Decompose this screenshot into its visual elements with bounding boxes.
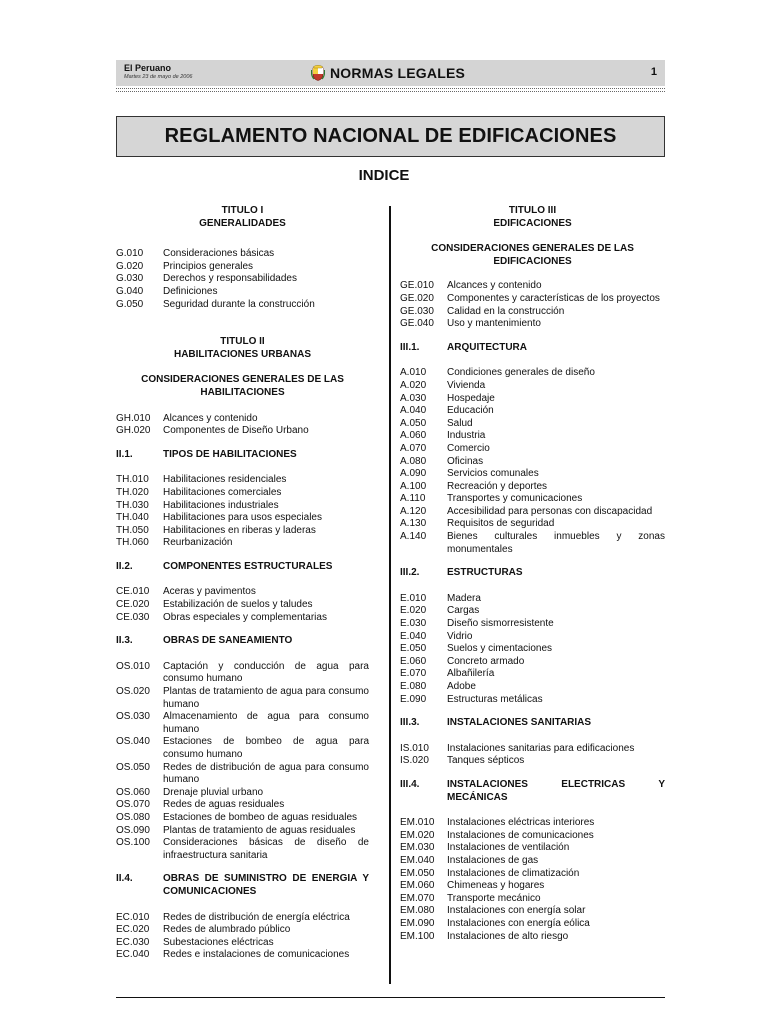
index-entry: [116, 924, 369, 937]
norm-title: Redes de aguas residuales: [163, 799, 285, 811]
index-entry: [116, 286, 369, 299]
index-entry: [400, 393, 665, 406]
index-entry: [400, 743, 665, 756]
titulo-heading: TITULO II: [220, 336, 265, 348]
index-list: [400, 280, 665, 330]
norm-title: Almacenamiento de agua para consumo humano: [163, 711, 369, 735]
index-entry: [400, 694, 665, 707]
section-heading: [400, 567, 665, 580]
norm-title: Adobe: [447, 681, 476, 692]
index-entry: [400, 931, 665, 944]
norm-title: Principios generales: [163, 260, 254, 272]
norm-code: A.040: [400, 405, 427, 417]
norm-code: TH.060: [116, 537, 149, 549]
norm-code: TH.040: [116, 512, 149, 524]
norm-title: Instalaciones eléctricas interiores: [447, 817, 595, 829]
norm-title: Recreación y deportes: [447, 480, 548, 492]
index-list: [400, 367, 665, 556]
column-divider: [389, 206, 391, 984]
index-entry: [400, 905, 665, 918]
norm-title: Industria: [447, 430, 486, 442]
index-entry: [400, 367, 665, 380]
index-entry: [116, 487, 369, 500]
norm-title: Estaciones de bombeo de aguas residuales: [163, 811, 358, 823]
index-entry: [116, 425, 369, 438]
norm-title: Uso y mantenimiento: [447, 318, 541, 330]
index-list: [116, 661, 369, 863]
section-heading: [116, 635, 369, 648]
index-list: [116, 474, 369, 550]
index-entry: [116, 537, 369, 550]
index-list: [400, 817, 665, 943]
index-entry: [116, 474, 369, 487]
index-entry: [400, 605, 665, 618]
index-entry: [400, 506, 665, 519]
index-entry: [400, 893, 665, 906]
section-heading: [400, 342, 665, 355]
norm-title: Instalaciones de ventilación: [447, 842, 570, 854]
norm-code: A.050: [400, 417, 427, 429]
index-entry: [400, 618, 665, 631]
norm-code: CE.020: [116, 599, 150, 611]
norm-title: Plantas de tratamiento de aguas residuales: [163, 824, 356, 836]
section-title: OBRAS DE SANEAMIENTO: [163, 635, 293, 647]
section-heading: [311, 64, 465, 81]
coat-of-arms-icon: [311, 64, 325, 81]
index-entry: [400, 918, 665, 931]
norm-code: E.010: [400, 592, 427, 604]
norm-title: Aceras y pavimentos: [163, 586, 256, 598]
index-entry: [116, 762, 369, 787]
norm-code: EM.070: [400, 892, 435, 904]
section-heading: [116, 873, 369, 898]
index-entry: [400, 493, 665, 506]
norm-title: Derechos y responsabilidades: [163, 273, 297, 285]
norm-code: EM.100: [400, 930, 435, 942]
index-heading: INDICE: [358, 167, 410, 184]
titulo-heading: TITULO I: [221, 205, 264, 216]
index-entry: [400, 830, 665, 843]
norm-code: OS.080: [116, 811, 150, 823]
norm-code: A.080: [400, 455, 427, 467]
norm-code: G.050: [116, 298, 144, 310]
index-entry: [400, 430, 665, 443]
norm-title: Instalaciones de gas: [447, 854, 539, 866]
norm-code: A.130: [400, 518, 427, 530]
norm-title: Chimeneas y hogares: [447, 880, 545, 892]
general-considerations-heading: CONSIDERACIONES GENERALES DE LAS: [431, 243, 634, 255]
general-considerations-heading: HABILITACIONES: [200, 386, 285, 398]
index-entry: [116, 812, 369, 825]
norm-title: Redes de distribución de agua para consumo humano: [163, 761, 369, 786]
index-entry: [116, 825, 369, 838]
index-entry: [400, 443, 665, 456]
norm-code: A.110: [400, 493, 426, 505]
index-entry: [116, 686, 369, 711]
norm-title: Comercio: [447, 442, 490, 454]
index-entry: [400, 817, 665, 830]
norm-code: EC.040: [116, 949, 150, 961]
norm-code: EC.020: [116, 924, 150, 936]
norm-title: Habilitaciones en riberas y laderas: [163, 524, 316, 536]
norm-title: Vidrio: [447, 630, 473, 642]
index-entry: [400, 380, 665, 393]
index-entry: [400, 318, 665, 331]
titulo-heading: TITULO III: [508, 205, 557, 216]
norm-code: OS.050: [116, 761, 150, 773]
section-code: III.2.: [400, 567, 420, 579]
norm-title: Instalaciones de climatización: [447, 867, 580, 879]
norm-code: OS.020: [116, 686, 150, 698]
general-considerations-heading: EDIFICACIONES: [493, 255, 572, 267]
norm-title: Habilitaciones residenciales: [163, 474, 287, 486]
norm-code: OS.100: [116, 837, 150, 849]
norm-code: OS.060: [116, 786, 150, 798]
norm-title: Concreto armado: [447, 655, 525, 667]
index-entry: [116, 413, 369, 426]
norm-title: Habilitaciones industriales: [163, 499, 279, 511]
norm-title: Servicios comunales: [447, 468, 539, 480]
norm-title: Obras especiales y complementarias: [163, 611, 327, 623]
norm-code: GE.030: [400, 305, 434, 317]
index-entry: [400, 456, 665, 469]
section-title: ESTRUCTURAS: [447, 567, 523, 579]
section-heading: [400, 717, 665, 730]
norm-title: Componentes de Diseño Urbano: [163, 425, 309, 437]
index-entry: [116, 299, 369, 312]
norm-code: A.060: [400, 430, 427, 442]
norm-code: A.070: [400, 442, 427, 454]
norm-title: Plantas de tratamiento de agua para consumo humano: [163, 686, 369, 710]
norm-title: Definiciones: [163, 285, 218, 297]
norm-title: Estructuras metálicas: [447, 693, 543, 705]
index-entry: [116, 787, 369, 800]
norm-code: EM.080: [400, 905, 435, 917]
publication-date: Martes 23 de mayo de 2006: [124, 74, 193, 80]
page-number: 1: [650, 66, 657, 78]
norm-code: GE.020: [400, 292, 434, 304]
section-title: NORMAS LEGALES: [330, 64, 466, 81]
index-entry: [400, 842, 665, 855]
norm-code: TH.050: [116, 524, 149, 536]
index-list: [400, 593, 665, 706]
norm-title: Redes e instalaciones de comunicaciones: [163, 949, 350, 961]
norm-code: EM.050: [400, 867, 435, 879]
index-entry: [116, 261, 369, 274]
norm-code: A.020: [400, 379, 427, 391]
norm-code: E.060: [400, 655, 427, 667]
section-code: III.4.: [400, 778, 420, 790]
norm-code: OS.030: [116, 711, 150, 723]
norm-title: Seguridad durante la construcción: [163, 298, 315, 310]
norm-code: A.120: [400, 505, 427, 517]
norm-code: CE.030: [116, 611, 150, 623]
index-entry: [116, 512, 369, 525]
norm-code: E.090: [400, 693, 427, 705]
norm-code: E.070: [400, 668, 427, 680]
norm-code: EM.020: [400, 829, 435, 841]
index-entry: [400, 293, 665, 306]
norm-title: Cargas: [447, 605, 480, 617]
norm-title: Instalaciones con energía solar: [447, 905, 586, 917]
section-title: INSTALACIONES SANITARIAS: [447, 717, 592, 729]
norm-code: GE.010: [400, 280, 434, 292]
section-code: III.3.: [400, 717, 420, 729]
index-entry: [400, 518, 665, 531]
norm-title: Subestaciones eléctricas: [163, 936, 274, 948]
section-code: II.2.: [116, 560, 133, 572]
titulo-name: HABILITACIONES URBANAS: [173, 348, 312, 360]
norm-code: OS.070: [116, 799, 150, 811]
section-heading: [400, 779, 665, 804]
section-title: ARQUITECTURA: [447, 341, 527, 353]
norm-code: E.080: [400, 681, 427, 692]
norm-title: Salud: [447, 417, 473, 429]
norm-title: Suelos y cimentaciones: [447, 643, 553, 655]
index-entry: [400, 280, 665, 293]
norm-title: Alcances y contenido: [163, 412, 258, 424]
norm-title: Calidad en la construcción: [447, 305, 565, 317]
norm-title: Condiciones generales de diseño: [447, 367, 595, 379]
index-entry: [116, 711, 369, 736]
index-entry: [116, 736, 369, 761]
norm-code: GH.010: [116, 412, 151, 424]
norm-title: Accesibilidad para personas con discapacidad: [447, 505, 653, 517]
norm-title: Albañilería: [447, 668, 495, 680]
norm-title: Instalaciones de comunicaciones: [447, 829, 594, 841]
index-entry: [400, 868, 665, 881]
index-list: [116, 413, 369, 438]
section-title: COMPONENTES ESTRUCTURALES: [163, 560, 333, 572]
norm-code: EM.030: [400, 842, 435, 854]
norm-code: EC.010: [116, 911, 150, 923]
section-code: II.1.: [116, 448, 133, 460]
section-code: III.1.: [400, 341, 420, 353]
section-heading: [116, 561, 369, 574]
index-entry: [400, 643, 665, 656]
norm-code: EC.030: [116, 936, 150, 948]
norm-code: G.020: [116, 260, 144, 272]
norm-title: Estabilización de suelos y taludes: [163, 599, 313, 611]
index-entry: [116, 248, 369, 261]
norm-title: Alcances y contenido: [447, 280, 542, 292]
norm-code: TH.010: [116, 474, 149, 486]
index-entry: [400, 405, 665, 418]
norm-code: E.030: [400, 618, 427, 630]
norm-code: TH.020: [116, 486, 149, 498]
norm-title: Componentes y características de los proyectos: [447, 292, 660, 304]
norm-title: Instalaciones con energía eólica: [447, 917, 590, 929]
norm-code: E.020: [400, 605, 427, 617]
section-code: II.4.: [116, 873, 133, 885]
index-entry: [400, 481, 665, 494]
norm-title: Hospedaje: [447, 392, 495, 404]
norm-title: Oficinas: [447, 455, 484, 467]
norm-title: Madera: [447, 592, 481, 604]
index-entry: [400, 631, 665, 644]
norm-code: GH.020: [116, 425, 151, 437]
norm-title: Consideraciones básicas de diseño de infraestructura sanitaria: [163, 837, 369, 861]
index-entry: [400, 668, 665, 681]
norm-title: Tanques sépticos: [447, 755, 525, 767]
publication-name: El Peruano: [124, 63, 172, 73]
general-considerations-heading: CONSIDERACIONES GENERALES DE LAS: [141, 374, 344, 386]
norm-code: G.030: [116, 273, 144, 285]
titulo-name: GENERALIDADES: [199, 217, 286, 229]
norm-title: Redes de alumbrado público: [163, 924, 291, 936]
index-entry: [400, 656, 665, 669]
document-title: REGLAMENTO NACIONAL DE EDIFICACIONES: [164, 125, 617, 147]
section-code: II.3.: [116, 635, 133, 647]
norm-code: EM.090: [400, 917, 435, 929]
norm-title: Educación: [447, 405, 494, 417]
index-entry: [400, 468, 665, 481]
norm-code: G.040: [116, 285, 144, 297]
norm-title: Instalaciones sanitarias para edificaciones: [447, 742, 635, 754]
left-column: [116, 205, 369, 962]
page-header: [116, 60, 665, 86]
index-entry: [116, 837, 369, 862]
footer-rule: [116, 997, 665, 998]
norm-title: Redes de distribución de energía eléctrica: [163, 911, 350, 923]
norm-title: Consideraciones básicas: [163, 248, 275, 260]
index-list: [400, 743, 665, 768]
section-title: INSTALACIONES ELECTRICAS Y MECÁNICAS: [447, 778, 665, 803]
index-entry: [400, 531, 665, 556]
section-title: OBRAS DE SUMINISTRO DE ENERGIA Y COMUNICACIONES: [163, 873, 369, 897]
norm-title: Transporte mecánico: [447, 892, 541, 904]
norm-code: A.140: [400, 531, 427, 543]
norm-code: GE.040: [400, 318, 434, 330]
right-column: [400, 205, 665, 943]
norm-code: OS.090: [116, 824, 150, 836]
index-entry: [116, 612, 369, 625]
index-entry: [116, 500, 369, 513]
index-entry: [116, 525, 369, 538]
norm-title: Habilitaciones comerciales: [163, 486, 282, 498]
norm-title: Diseño sismorresistente: [447, 618, 554, 630]
norm-title: Drenaje pluvial urbano: [163, 786, 264, 798]
norm-code: EM.010: [400, 817, 435, 829]
norm-code: A.090: [400, 468, 427, 480]
index-entry: [116, 949, 369, 962]
index-list: [116, 912, 369, 962]
norm-code: E.050: [400, 643, 427, 655]
norm-code: EM.040: [400, 854, 435, 866]
index-entry: [116, 912, 369, 925]
titulo-name: EDIFICACIONES: [493, 217, 572, 229]
index-entry: [116, 599, 369, 612]
norm-code: IS.010: [400, 742, 429, 754]
section-title: TIPOS DE HABILITACIONES: [163, 448, 297, 460]
norm-title: Reurbanización: [163, 537, 233, 549]
index-list: [116, 586, 369, 624]
index-entry: [400, 880, 665, 893]
norm-code: TH.030: [116, 499, 149, 511]
norm-code: OS.010: [116, 660, 150, 672]
index-entry: [400, 418, 665, 431]
norm-title: Requisitos de seguridad: [447, 518, 555, 530]
norm-code: IS.020: [400, 755, 429, 767]
index-entry: [116, 273, 369, 286]
norm-title: Instalaciones de alto riesgo: [447, 930, 569, 942]
index-entry: [116, 799, 369, 812]
index-entry: [400, 855, 665, 868]
index-entry: [400, 681, 665, 694]
header-divider: [116, 91, 665, 92]
norm-code: CE.010: [116, 586, 150, 598]
index-entry: [116, 586, 369, 599]
norm-code: A.100: [400, 480, 427, 492]
norm-title: Bienes culturales inmuebles y zonas monumentales: [447, 531, 665, 555]
document-title-box: [116, 116, 665, 157]
index-entry: [400, 755, 665, 768]
norm-title: Habilitaciones para usos especiales: [163, 512, 322, 524]
section-heading: [116, 449, 369, 462]
norm-title: Vivienda: [447, 379, 486, 391]
norm-code: A.010: [400, 367, 427, 379]
index-entry: [400, 306, 665, 319]
norm-code: OS.040: [116, 736, 150, 748]
index-entry: [116, 661, 369, 686]
index-entry: [116, 937, 369, 950]
index-list: [116, 248, 369, 311]
index-entry: [400, 593, 665, 606]
norm-code: A.030: [400, 392, 427, 404]
header-divider: [116, 88, 665, 89]
norm-code: E.040: [400, 630, 427, 642]
norm-code: G.010: [116, 248, 144, 260]
norm-title: Transportes y comunicaciones: [447, 493, 583, 505]
norm-title: Estaciones de bombeo de agua para consumo humano: [163, 736, 369, 760]
norm-title: Captación y conducción de agua para consumo humano: [163, 660, 369, 685]
norm-code: EM.060: [400, 880, 435, 892]
